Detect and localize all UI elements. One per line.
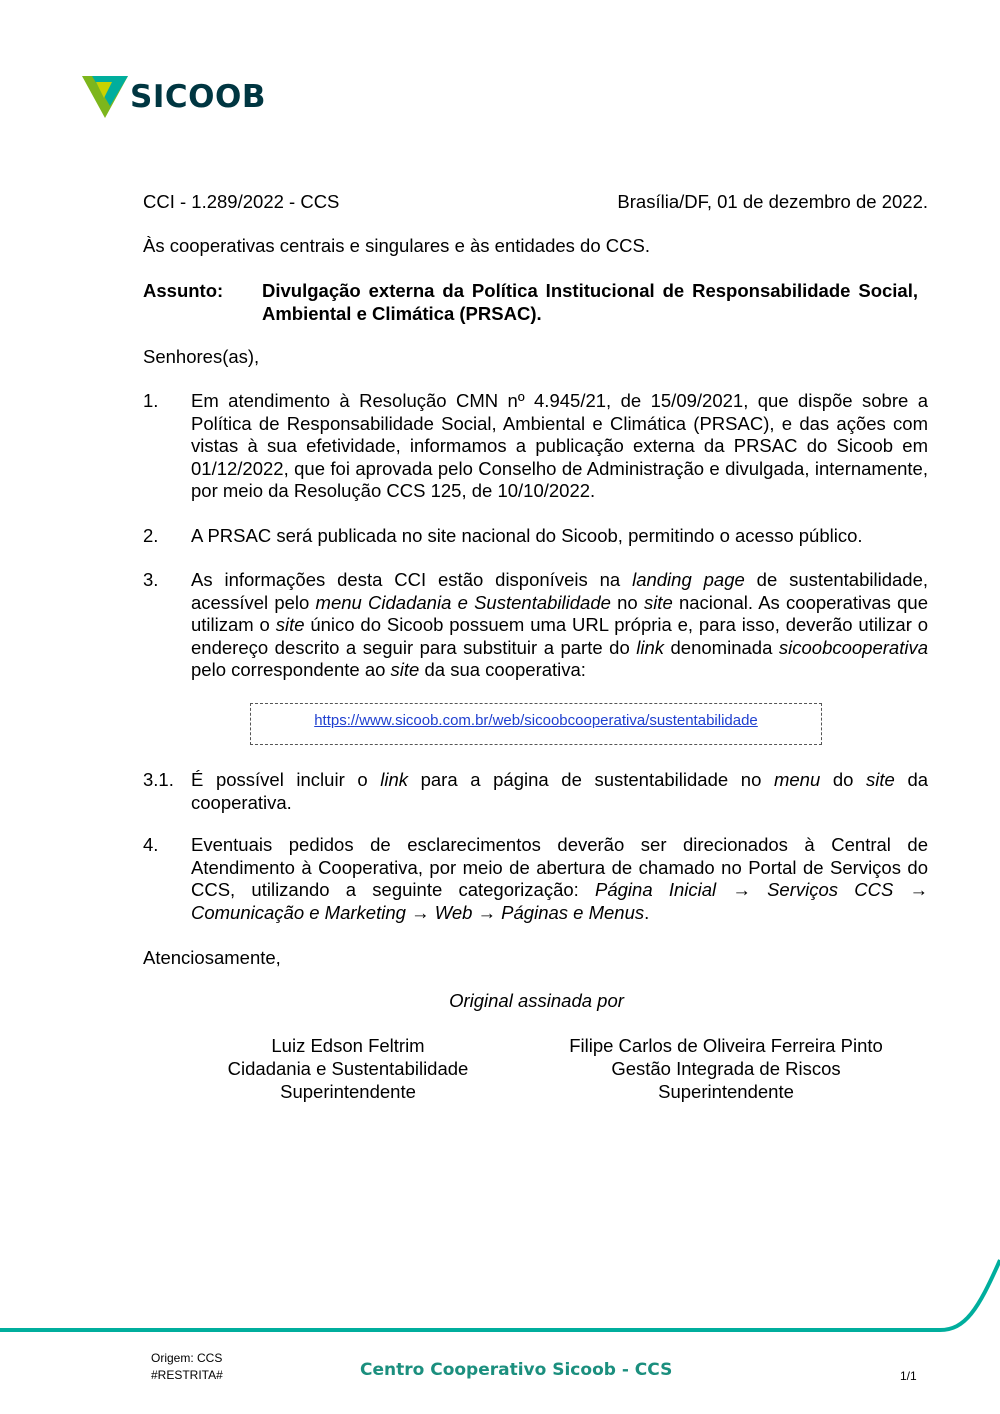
footer-origin: Origem: CCS [151,1351,223,1365]
item-2-number: 2. [143,525,159,546]
subject-label: Assunto: [143,280,224,301]
salutation: Senhores(as), [143,346,260,367]
item-1-number: 1. [143,390,159,411]
signatory-right-dept: Gestão Integrada de Riscos [611,1058,841,1079]
signatory-left [188,1034,508,1103]
item-4-number: 4. [143,834,159,855]
place-date: Brasília/DF, 01 de dezembro de 2022. [617,191,928,212]
signatory-left-dept: Cidadania e Sustentabilidade [227,1058,469,1079]
signatory-right [530,1034,922,1103]
signatory-left-name: Luiz Edson Feltrim [271,1035,425,1056]
recipients: Às cooperativas centrais e singulares e às entidades do CCS. [143,235,650,256]
footer-center-title: Centro Cooperativo Sicoob - CCS [360,1360,673,1380]
sicoob-logo [82,74,282,122]
sicoob-logo-icon [82,74,128,120]
url-box [250,703,822,745]
item-3-number: 3. [143,569,159,590]
subject-text: Divulgação externa da Política Institucional de Responsabilidade Social, Ambiental e Climática (PRSAC). [262,280,918,324]
signatory-left-role: Superintendente [280,1081,416,1102]
item-1-text: Em atendimento à Resolução CMN nº 4.945/21, de 15/09/2021, que dispõe sobre a Política de Responsabilidade Social, Ambiental e Climática (PRSAC), e das ações com vistas à sua efetividade, informamos a publicação externa da PRSAC do Sicoob em 01/12/2022, que foi aprovada pelo Conselho de Administração e divulgada, internamente, por meio da Resolução CCS 125, de 10/10/2022. [191,390,928,501]
item-3-1-number: 3.1. [143,769,174,790]
signatory-right-role: Superintendente [658,1081,794,1102]
item-4-text: Eventuais pedidos de esclarecimentos deverão ser direcionados à Central de Atendimento à Cooperativa, por meio de abertura de chamado no Portal de Serviços do CCS, utilizando a seguinte categorização: Página Inicial → Serviços CCS → Comunicação e Marketing → Web → Páginas e Menus. [191,834,928,923]
signed-note: Original assinada por [449,990,624,1011]
item-3-text: As informações desta CCI estão disponíveis na landing page de sustentabilidade, acessível pelo menu Cidadania e Sustentabilidade no site nacional. As cooperativas que utilizam o site único do Sicoob possuem uma URL própria e, para isso, deverão utilizar o endereço descrito a seguir para substituir a parte do link denominada sicoobcooperativa pelo correspondente ao site da sua cooperativa: [191,569,929,680]
logo-wordmark: SICOOB [130,79,266,115]
closing: Atenciosamente, [143,947,281,968]
item-3-1-text: É possível incluir o link para a página de sustentabilidade no menu do site da cooperativa. [191,769,929,813]
footer-classification: #RESTRITA# [151,1368,223,1382]
sustainability-url-link[interactable]: https://www.sicoob.com.br/web/sicoobcooperativa/sustentabilidade [314,712,758,729]
document-reference: CCI - 1.289/2022 - CCS [143,191,340,212]
signatory-right-name: Filipe Carlos de Oliveira Ferreira Pinto [569,1035,883,1056]
footer-divider-curve [0,1250,1000,1340]
item-2-text: A PRSAC será publicada no site nacional do Sicoob, permitindo o acesso público. [191,525,863,546]
footer-page-number: 1/1 [900,1369,917,1383]
